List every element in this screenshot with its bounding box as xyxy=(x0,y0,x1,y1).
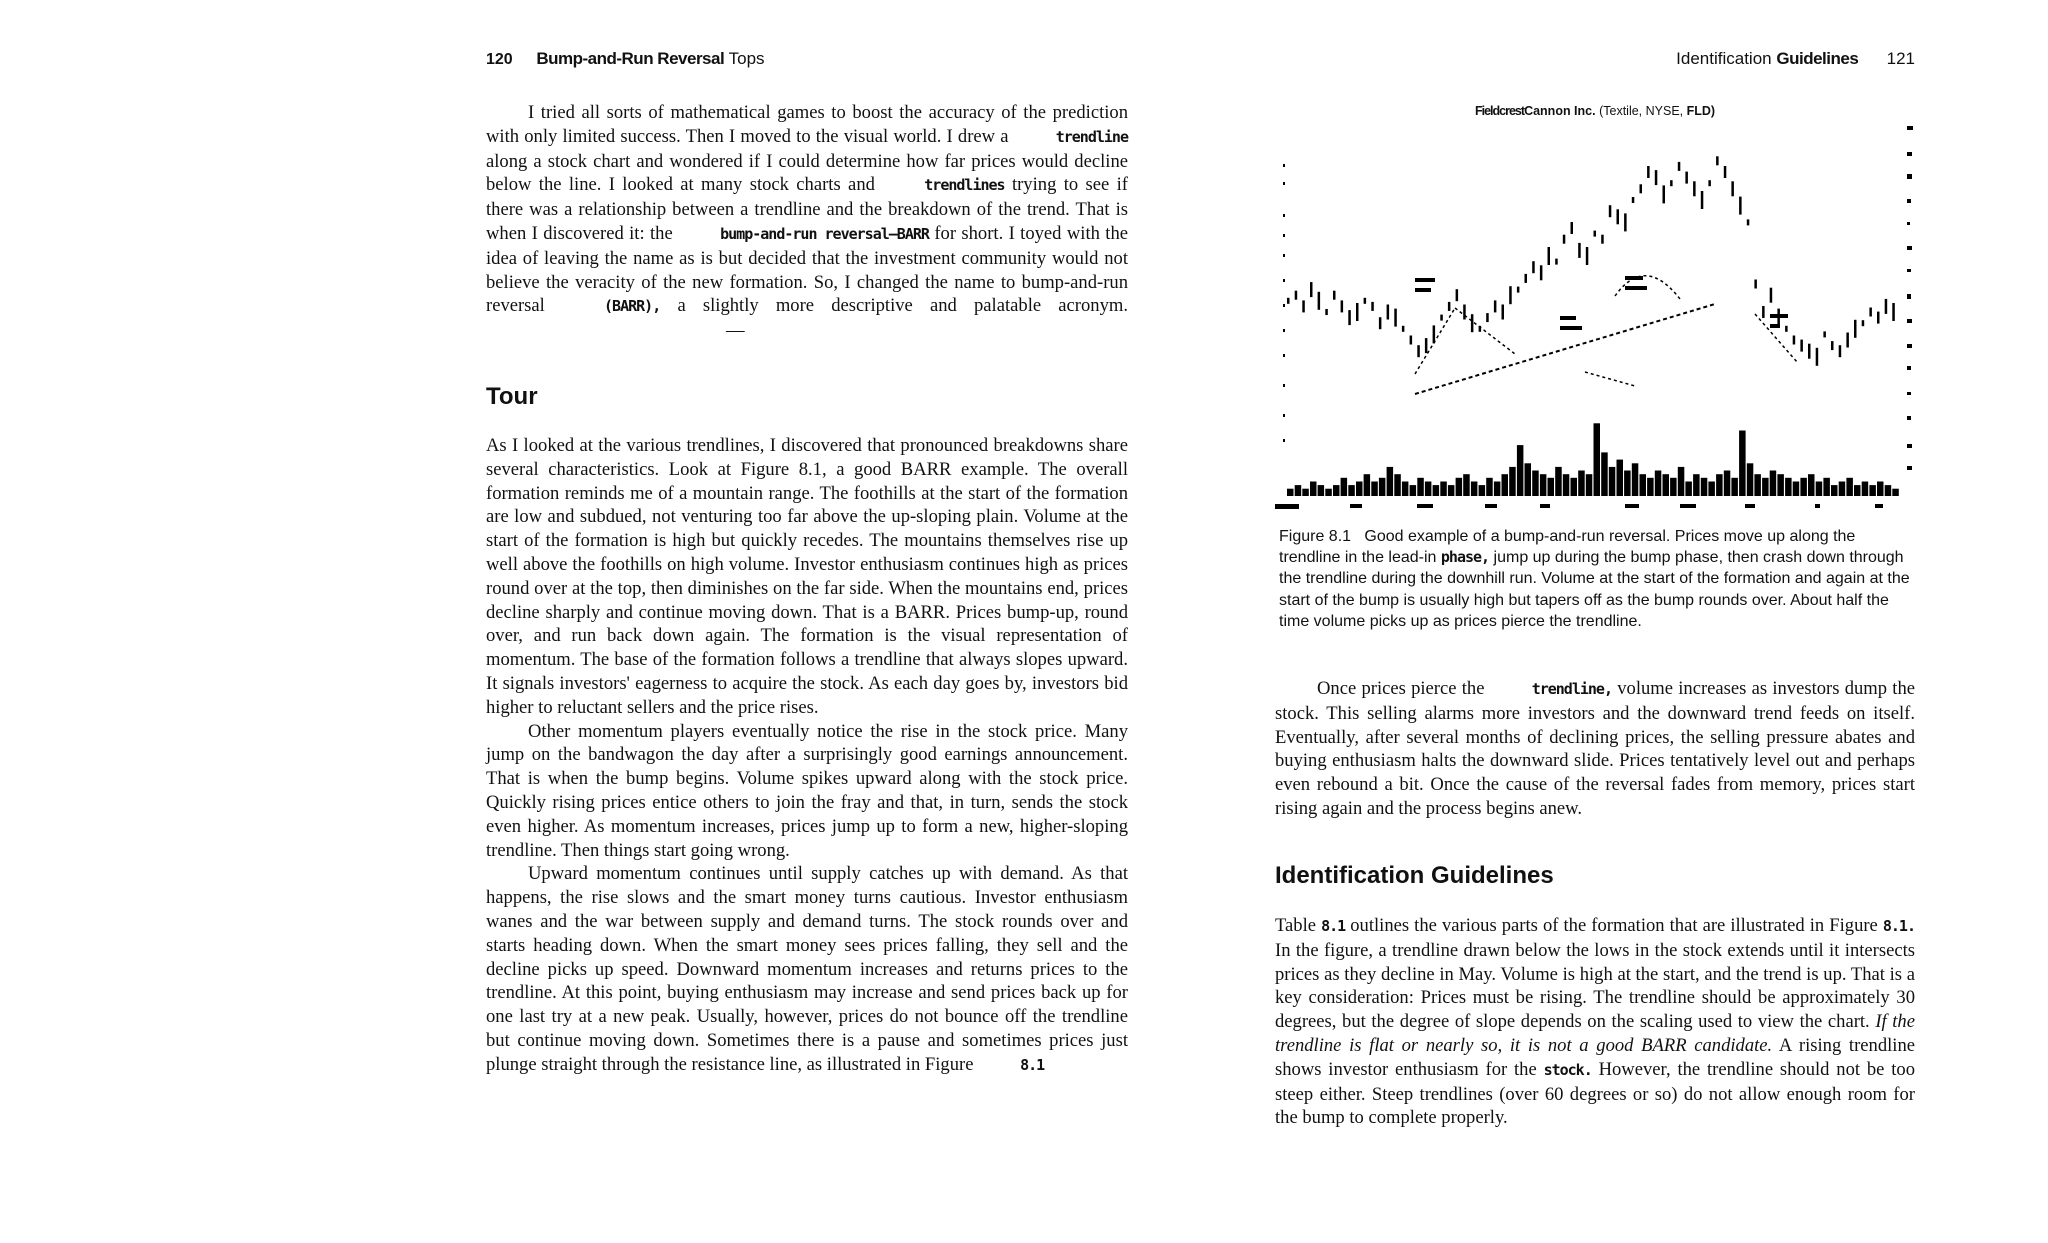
volume-bar xyxy=(1777,474,1784,496)
garbled-word: (BARR), xyxy=(604,297,661,316)
volume-bar xyxy=(1854,485,1861,496)
figure-title-company: Cannon Inc. xyxy=(1524,104,1596,118)
volume-bar xyxy=(1869,485,1876,496)
price-bars xyxy=(1287,156,1895,365)
price-bar xyxy=(1456,289,1459,301)
volume-bar xyxy=(1793,482,1800,497)
price-bar xyxy=(1708,180,1711,186)
price-bar xyxy=(1831,341,1834,350)
price-bar xyxy=(1594,231,1597,237)
text-run: Upward momentum continues until supply catches up with demand. As that happens, the rise slows and the smart money turns cautious. Investor enthusiasm wanes and the war between supply and demand turns. The stock rounds over and starts heading down. When the smart money sees prices falling, they sell and the decline picks up speed. Downward momentum increases and returns prices to the trendline. At this point, buying enthusiasm may increase and send prices back up for one last try at a new peak. Usually, however, prices do not bounce off the trendline but continue moving down. Sometimes there is a pause and sometimes prices just plunge straight through the resistance line, as illustrated in Figure xyxy=(486,863,1128,1075)
price-bar xyxy=(1287,298,1290,304)
price-bar xyxy=(1517,287,1520,293)
garbled-word: bump-and-run reversal—BARR xyxy=(720,224,929,243)
intro-paragraph xyxy=(486,101,1128,343)
price-bar xyxy=(1670,180,1673,186)
price-bar xyxy=(1724,166,1727,178)
figure-title-ticker: FLD) xyxy=(1686,104,1716,118)
volume-bar xyxy=(1318,485,1325,496)
price-bar xyxy=(1540,265,1543,280)
price-bar xyxy=(1762,306,1765,318)
garbled-word: trendlines xyxy=(924,176,1005,195)
volume-bar xyxy=(1770,471,1777,497)
heading-tour: Tour xyxy=(486,383,538,410)
italic-note: If the trendline is flat or nearly so, it is not a good BARR candidate. xyxy=(1275,1011,1915,1056)
volume-bar xyxy=(1685,482,1692,497)
volume-bar xyxy=(1440,482,1447,497)
caption-text: Good example of a bump-and-run reversal. Prices move up along the trendline in the lead-in xyxy=(1279,528,1856,567)
volume-bar xyxy=(1325,489,1332,496)
left-intro-block xyxy=(486,101,1128,343)
price-bar xyxy=(1839,345,1842,357)
figure-caption xyxy=(1279,526,1915,632)
price-bar xyxy=(1525,274,1528,283)
volume-bar xyxy=(1471,482,1478,497)
garbled-word: 8.1 xyxy=(1321,917,1346,935)
right-body-block-2 xyxy=(1275,914,1915,1130)
volume-bar xyxy=(1609,467,1616,496)
price-bar xyxy=(1402,326,1405,332)
volume-bar xyxy=(1846,478,1853,496)
price-bar xyxy=(1793,336,1796,345)
left-page-number: 120 xyxy=(486,51,513,68)
volume-bar xyxy=(1655,471,1662,497)
price-bar xyxy=(1808,344,1811,359)
volume-bar xyxy=(1762,478,1769,496)
price-bar xyxy=(1555,259,1558,265)
volume-bar xyxy=(1387,467,1394,496)
volume-bar xyxy=(1693,474,1700,496)
volume-bar xyxy=(1356,482,1363,497)
price-bar xyxy=(1647,166,1650,178)
text-run: Table xyxy=(1275,915,1317,936)
garbled-word: 8.1. xyxy=(1882,917,1915,935)
price-bar xyxy=(1854,320,1857,338)
volume-bar xyxy=(1433,485,1440,496)
garbled-word: trendline xyxy=(1055,127,1128,146)
text-run: A rising trendline shows investor enthusiasm for the xyxy=(1275,1034,1915,1080)
text-run: outlines the various parts of the formation that are illustrated in Figure xyxy=(1350,915,1878,936)
volume-bar xyxy=(1800,478,1807,496)
price-bar xyxy=(1846,333,1849,348)
price-bar xyxy=(1754,280,1757,289)
price-bar xyxy=(1601,235,1604,244)
volume-bar xyxy=(1816,482,1823,497)
volume-bar xyxy=(1494,482,1501,497)
left-axis-ticks xyxy=(1283,164,1285,442)
text-run: In the figure, a trendline drawn below the lows in the stock extends until it intersects prices as they decline in May. Volume is high at the start, and the trend is up. That is a key consideration: Prices must be rising. The trendline should be approximately 30 degrees, but the degree of slope depends on the scaling used to view the chart. xyxy=(1275,939,1915,1033)
price-bar xyxy=(1348,310,1351,325)
volume-bar xyxy=(1371,482,1378,497)
price-bar xyxy=(1885,299,1888,314)
price-bar xyxy=(1425,338,1428,353)
volume-bar xyxy=(1601,452,1608,496)
price-bar xyxy=(1325,309,1328,315)
garbled-word: trendline, xyxy=(1531,680,1612,698)
volume-bar xyxy=(1785,478,1792,496)
right-body-block-1 xyxy=(1275,677,1915,821)
price-bar xyxy=(1494,300,1497,312)
price-bar xyxy=(1869,308,1872,317)
price-bar xyxy=(1716,156,1719,165)
volume-bar xyxy=(1670,478,1677,496)
price-bar xyxy=(1823,331,1826,337)
price-bar xyxy=(1318,292,1321,310)
volume-bar xyxy=(1417,478,1424,496)
volume-bar xyxy=(1724,471,1731,497)
price-bar xyxy=(1693,181,1696,196)
volume-bar xyxy=(1678,467,1685,496)
price-bar xyxy=(1770,288,1773,303)
right-page-number: 121 xyxy=(1886,49,1915,68)
price-bar xyxy=(1379,317,1382,329)
tour-paragraph-3 xyxy=(486,862,1128,1077)
volume-bar xyxy=(1563,474,1570,496)
price-bar xyxy=(1785,326,1788,332)
lead-in-upper-line xyxy=(1415,308,1455,374)
pierce-paragraph xyxy=(1275,677,1915,821)
volume-bar xyxy=(1295,485,1302,496)
right-running-head xyxy=(1676,49,1915,69)
volume-bar xyxy=(1632,463,1639,496)
volume-bar xyxy=(1540,474,1547,496)
bump-arch xyxy=(1615,276,1680,299)
figure-title-detail: (Textile, NYSE, xyxy=(1599,104,1684,118)
price-bar xyxy=(1701,191,1704,209)
volume-bar xyxy=(1341,478,1348,496)
volume-bars xyxy=(1287,423,1899,496)
volume-bar xyxy=(1877,482,1884,497)
price-bar xyxy=(1502,305,1505,320)
volume-bar xyxy=(1402,482,1409,497)
price-bar xyxy=(1440,315,1443,321)
volume-bar xyxy=(1548,478,1555,496)
price-bar xyxy=(1578,243,1581,258)
figure-8-1 xyxy=(1275,104,1915,630)
downhill-arrow xyxy=(1755,314,1797,362)
price-bar xyxy=(1509,286,1512,304)
volume-bar xyxy=(1448,485,1455,496)
left-page xyxy=(486,0,1128,1243)
volume-bar xyxy=(1310,482,1317,497)
volume-bar xyxy=(1701,478,1708,496)
price-bar xyxy=(1471,314,1474,332)
volume-bar xyxy=(1839,482,1846,497)
volume-bar xyxy=(1348,485,1355,496)
volume-bar xyxy=(1862,482,1869,497)
price-bar xyxy=(1731,181,1734,196)
dash-mark: — xyxy=(726,320,745,342)
left-running-head xyxy=(486,49,765,69)
price-bar xyxy=(1663,185,1666,203)
caption-text: jump up during the bump phase, then crash down through the trendline during the downhill run. Volume at the start of the formation and again at the start of the bump is usually high but tapers off as the bump rounds over. About half the time volume picks up as prices pierce the trendline. xyxy=(1279,549,1910,630)
volume-bar xyxy=(1594,423,1601,496)
volume-bar xyxy=(1287,489,1294,496)
right-header-garbled: Guidelines xyxy=(1776,49,1859,68)
caption-garbled: phase, xyxy=(1440,548,1490,567)
caption-label: Figure 8.1 xyxy=(1279,528,1352,545)
text-run: I tried all sorts of mathematical games to boost the accuracy of the prediction with only limited success. Then I moved to the visual world. I drew a xyxy=(486,102,1128,147)
volume-bar xyxy=(1747,463,1754,496)
text-run: along a stock chart and wondered if I could determine how far prices would decline below the line. I looked at many stock charts and xyxy=(486,150,1128,196)
volume-bar xyxy=(1502,474,1509,496)
volume-bar xyxy=(1486,478,1493,496)
price-bar xyxy=(1571,222,1574,234)
volume-bar xyxy=(1425,482,1432,497)
volume-bar xyxy=(1892,489,1899,496)
volume-bar xyxy=(1364,474,1371,496)
volume-bar xyxy=(1410,485,1417,496)
right-axis-ticks xyxy=(1907,126,1913,470)
price-bar xyxy=(1617,209,1620,224)
volume-bar xyxy=(1525,463,1532,496)
volume-bar xyxy=(1731,478,1738,496)
price-bar xyxy=(1387,305,1390,320)
price-bar xyxy=(1632,197,1635,203)
price-bar xyxy=(1341,300,1344,312)
volume-bar xyxy=(1394,474,1401,496)
figure-title-garbled: Fieldcrest xyxy=(1475,104,1525,118)
volume-bar xyxy=(1571,478,1578,496)
volume-bar xyxy=(1532,471,1539,497)
price-bar xyxy=(1410,336,1413,345)
price-bar xyxy=(1609,205,1612,217)
price-bar xyxy=(1310,282,1313,297)
price-bar xyxy=(1486,313,1489,322)
price-bar xyxy=(1892,303,1895,321)
volume-bar xyxy=(1739,431,1746,497)
price-bar xyxy=(1448,302,1451,311)
price-bar xyxy=(1747,219,1750,225)
left-header-garbled: Bump-and-Run Reversal xyxy=(536,49,725,68)
garbled-word: 8.1 xyxy=(1020,1055,1045,1074)
price-bar xyxy=(1364,298,1367,304)
volume-bar xyxy=(1716,474,1723,496)
text-run: for short. I toyed with the idea of leaving the name as is but decided that the investment community would not believe the veracity of the new formation. So, I changed the name to bump-and-run reversal xyxy=(486,222,1128,317)
price-bar xyxy=(1685,172,1688,184)
price-bar xyxy=(1877,312,1880,324)
volume-bar xyxy=(1617,460,1624,496)
price-bar xyxy=(1532,261,1535,273)
price-bar xyxy=(1394,309,1397,327)
text-run: However, the trendline should not be too steep either. Steep trendlines (over 60 degrees or so) do not allow enough room for the bump to complete properly. xyxy=(1275,1058,1915,1129)
price-bar xyxy=(1678,162,1681,171)
price-bar xyxy=(1586,247,1589,265)
text-run: volume increases as investors dump the stock. This selling alarms more investors and the downward trend feeds on itself. Eventually, after several months of declining prices, the selling pressure abates and buying enthusiasm halts the downward slide. Prices tentatively level out and perhaps even rebound a bit. Once the cause of the reversal fades from memory, prices start rising again and the process begins anew. xyxy=(1275,678,1915,819)
price-bar xyxy=(1624,213,1627,231)
garbled-word: stock. xyxy=(1543,1060,1592,1079)
price-bar xyxy=(1333,291,1336,300)
text-run: Once prices pierce the xyxy=(1317,678,1485,699)
price-bar xyxy=(1463,305,1466,320)
volume-bar xyxy=(1647,478,1654,496)
right-page xyxy=(1275,0,1915,1243)
volume-bar xyxy=(1663,474,1670,496)
volume-bar xyxy=(1831,485,1838,496)
price-bar xyxy=(1816,348,1819,366)
volume-bar xyxy=(1754,474,1761,496)
volume-bar xyxy=(1808,474,1815,496)
price-bar xyxy=(1302,300,1305,312)
tour-paragraph-1: As I looked at the various trendlines, I discovered that pronounced breakdowns share several characteristics. Look at Figure 8.1, a good BARR example. The overall formation reminds me of a mountain range. The foothills at the start of the formation are low and subdued, not venturing too far above the up-sloping plain. Volume at the start of the formation is high but quickly recedes. The mountains themselves rise up well above the foothills on high volume. Investor enthusiasm continues high as prices round over at the top, then diminishes on the far side. When the mountains end, prices decline sharply and continue moving down. That is a BARR. Prices bump-up, round over, and run back down again. The formation is the visual representation of momentum. The base of the formation follows a trendline that always slopes upward. It signals investors' eagerness to acquire the stock. As each day goes by, investors bid higher to reluctant sellers and the price rises. xyxy=(486,435,1128,718)
price-bar xyxy=(1563,235,1566,244)
volume-bar xyxy=(1823,478,1830,496)
price-bar xyxy=(1640,184,1643,193)
volume-bar xyxy=(1555,467,1562,496)
x-axis-labels xyxy=(1275,504,1883,509)
volume-bar xyxy=(1885,485,1892,496)
right-header-title: Identification xyxy=(1676,49,1772,68)
price-bar xyxy=(1655,170,1658,185)
identification-paragraph xyxy=(1275,914,1915,1130)
text-run: trying to see if there was a relationship between a trendline and the breakdown of the trend. That is when I discovered it: the xyxy=(486,174,1128,244)
volume-bar xyxy=(1509,467,1516,496)
price-bar xyxy=(1800,340,1803,352)
volume-bar xyxy=(1456,478,1463,496)
volume-bar xyxy=(1302,489,1309,496)
price-volume-chart xyxy=(1275,104,1915,514)
price-bar xyxy=(1295,291,1298,300)
price-bar xyxy=(1548,247,1551,265)
volume-bar xyxy=(1463,474,1470,496)
volume-bar xyxy=(1479,485,1486,496)
price-bar xyxy=(1862,320,1865,326)
price-bar xyxy=(1371,302,1374,311)
volume-bar xyxy=(1578,471,1585,497)
volume-bar xyxy=(1586,474,1593,496)
price-bar xyxy=(1739,197,1742,215)
left-tour-block xyxy=(486,434,1128,1078)
left-header-title: Tops xyxy=(728,49,765,68)
heading-identification-guidelines: Identification Guidelines xyxy=(1275,862,1554,889)
price-bar xyxy=(1417,345,1420,357)
tour-paragraph-2: Other momentum players eventually notice the rise in the stock price. Many jump on the bandwagon the day after a surprisingly good earnings announcement. That is when the bump begins. Volume spikes upward along with the stock price. Quickly rising prices entice others to join the fray and that, in turn, sends the stock even higher. As momentum increases, prices jump up to form a new, higher-sloping trendline. Then things start going wrong. xyxy=(486,720,1128,861)
volume-bar xyxy=(1333,485,1340,496)
volume-bar xyxy=(1640,474,1647,496)
volume-bar xyxy=(1624,471,1631,497)
volume-bar xyxy=(1708,482,1715,497)
price-bar xyxy=(1356,303,1359,321)
volume-bar xyxy=(1379,478,1386,496)
text-run: a slightly more descriptive and palatable acronym. xyxy=(677,295,1128,317)
trendline-pointer xyxy=(1585,372,1635,386)
volume-bar xyxy=(1517,445,1524,496)
